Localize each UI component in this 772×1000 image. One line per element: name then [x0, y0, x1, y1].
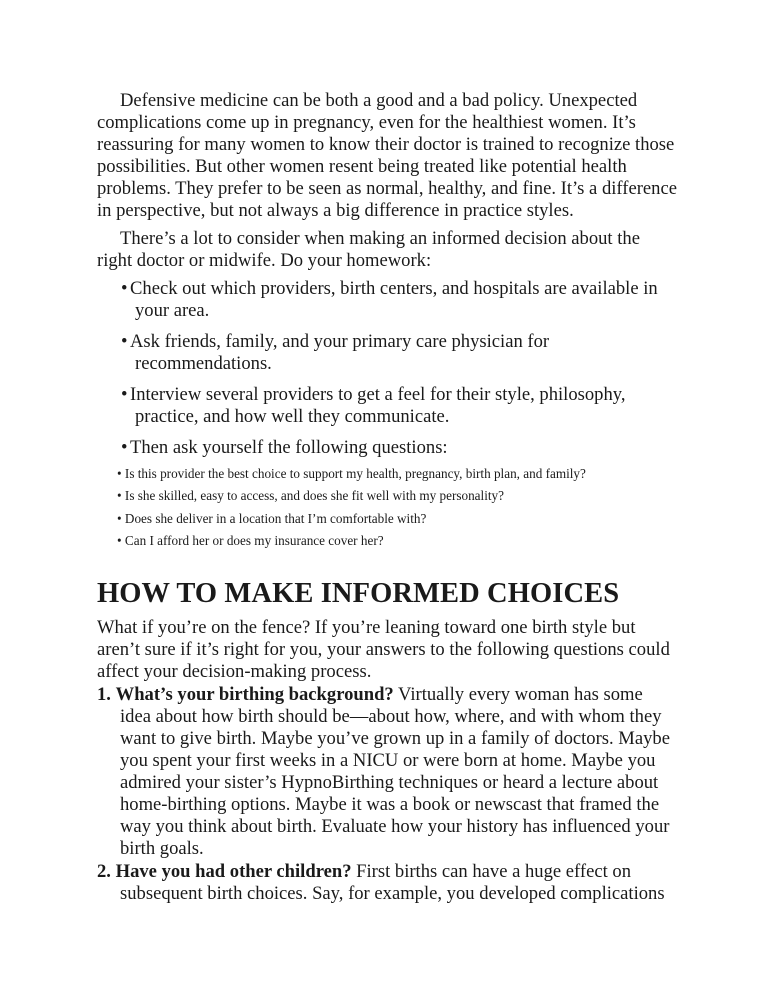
list-item — [97, 488, 677, 504]
homework-list — [97, 278, 677, 459]
bullet-text: Ask friends, family, and your primary care physician for recommendations. — [130, 331, 550, 374]
bullet-marker: • — [117, 510, 122, 526]
item-number: 2. — [97, 861, 111, 883]
list-item — [97, 533, 677, 549]
question-text: Is she skilled, easy to access, and does she fit well with my personality? — [124, 488, 504, 504]
paragraph-defensive-medicine: Defensive medicine can be both a good and a bad policy. Unexpected complications come up in pregnancy, even for the healthiest women. It’s reassuring for many women to know their doctor is trained to recognize those possibilities. But other women resent being treated like potential health problems. They prefer to be seen as normal, healthy, and fine. It’s a difference in perspective, but not always a big difference in practice styles. — [97, 90, 677, 221]
paragraph-consider: There’s a lot to consider when making an informed decision about the right doctor or midwife. Do your homework: — [97, 228, 640, 271]
list-item — [97, 684, 677, 860]
item-text: First births can have a huge effect on subsequent birth choices. Say, for example, you developed complications — [120, 861, 665, 905]
questions-list — [97, 466, 677, 549]
list-item — [97, 278, 677, 322]
list-item — [97, 861, 677, 905]
question-text: Is this provider the best choice to support my health, pregnancy, birth plan, and family? — [124, 466, 586, 481]
page-content — [97, 90, 677, 906]
bullet-marker: • — [121, 278, 128, 299]
bullet-marker: • — [121, 437, 128, 458]
bullet-marker: • — [121, 331, 128, 352]
bullet-marker: • — [117, 488, 122, 504]
bullet-text: Check out which providers, birth centers, and hospitals are available in your area. — [130, 278, 658, 321]
bullet-text: Then ask yourself the following questions: — [130, 437, 448, 458]
bullet-marker: • — [117, 466, 122, 481]
item-title: What’s your birthing background? — [115, 684, 394, 706]
bullet-marker: • — [117, 533, 122, 549]
questions-numbered-list — [97, 684, 677, 905]
bullet-marker: • — [121, 384, 128, 405]
question-text: Can I afford her or does my insurance cover her? — [124, 533, 384, 549]
item-title: Have you had other children? — [115, 861, 352, 883]
item-text: Virtually every woman has some idea about how birth should be—about how, where, and with whom they want to give birth. Maybe you’ve grown up in a family of doctors. Maybe you spent your first weeks in a NICU or were born at home. Maybe you admired your sister’s HypnoBirthing techniques or heard a lecture about home-birthing options. Maybe it was a book or newscast that framed the way you think about birth. Evaluate how your history has influenced your birth goals. — [120, 684, 670, 860]
list-item — [97, 437, 677, 459]
list-item — [97, 331, 677, 375]
list-item — [97, 511, 677, 527]
item-number: 1. — [97, 684, 111, 706]
section-heading: HOW TO MAKE INFORMED CHOICES — [97, 578, 620, 610]
list-item — [97, 384, 677, 428]
bullet-text: Interview several providers to get a feel for their style, philosophy, practice, and how well they communicate. — [130, 384, 626, 427]
list-item — [97, 466, 677, 482]
section-intro: What if you’re on the fence? If you’re leaning toward one birth style but aren’t sure if it’s right for you, your answers to the following questions could affect your decision-making process. — [97, 617, 670, 683]
question-text: Does she deliver in a location that I’m comfortable with? — [124, 510, 427, 526]
